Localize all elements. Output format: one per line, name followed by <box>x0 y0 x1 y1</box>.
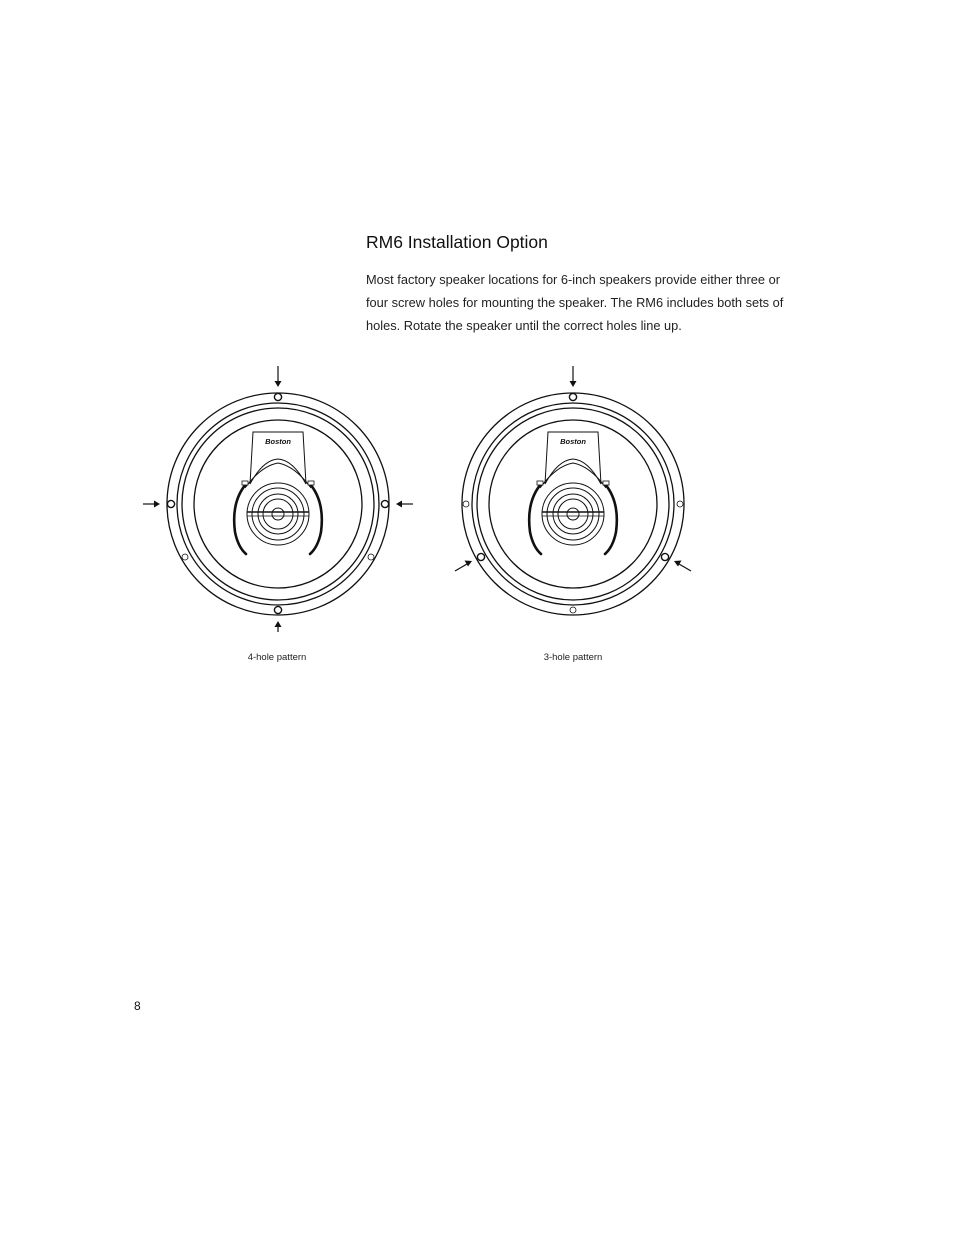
woofer-dustcap-ring <box>252 488 304 540</box>
speaker-diagram-4-hole <box>143 362 413 632</box>
section-title: RM6 Installation Option <box>366 232 548 252</box>
body-line: holes. Rotate the speaker until the correct holes line up. <box>366 318 682 334</box>
tweeter-dome-outer <box>258 494 298 534</box>
arrow-right <box>396 501 413 508</box>
speaker-illustration-3-hole <box>438 362 708 632</box>
mounting-hole-lower-right <box>661 553 668 560</box>
speaker-illustration-4-hole <box>143 362 413 632</box>
arrow-left <box>143 501 160 508</box>
tweeter-dome-center <box>567 508 579 520</box>
mounting-hole-top <box>274 393 281 400</box>
mounting-hole-lower-left <box>182 554 188 560</box>
tweeter-dome-center <box>272 508 284 520</box>
figure-caption-4-hole: 4-hole pattern <box>247 652 307 663</box>
brand-logo: Boston <box>265 437 291 446</box>
arrow-lower-left <box>455 561 472 572</box>
mounting-hole-left <box>167 500 174 507</box>
lead-wire-left <box>234 484 246 554</box>
woofer-dustcap-outer <box>247 483 309 545</box>
wire-terminal-right <box>308 481 314 485</box>
lead-wire-left <box>529 484 541 554</box>
speaker-rim-ring <box>177 403 379 605</box>
mounting-hole-right <box>381 500 388 507</box>
mounting-hole-left <box>463 501 469 507</box>
tweeter-dome-ring <box>558 499 588 529</box>
page-number: 8 <box>134 999 141 1013</box>
speaker-diagram-3-hole <box>438 362 708 632</box>
body-line: four screw holes for mounting the speaker. The RM6 includes both sets of <box>366 295 784 311</box>
woofer-dustcap-ring <box>547 488 599 540</box>
arrow-top <box>570 366 577 387</box>
lead-wire-right <box>605 484 617 554</box>
wire-terminal-right <box>603 481 609 485</box>
arrow-top <box>275 366 282 387</box>
wire-terminal-left <box>537 481 543 485</box>
speaker-outer-rim <box>167 393 389 615</box>
mounting-hole-bottom <box>274 606 281 613</box>
section-body <box>366 268 816 338</box>
mounting-hole-bottom <box>570 607 576 613</box>
tweeter-dome-outer <box>553 494 593 534</box>
arrow-lower-right <box>674 561 691 572</box>
arrow-bottom <box>275 621 282 632</box>
speaker-rim-ring <box>472 403 674 605</box>
mounting-hole-top <box>569 393 576 400</box>
body-line: Most factory speaker locations for 6-inch speakers provide either three or <box>366 272 780 287</box>
mounting-hole-right <box>677 501 683 507</box>
lead-wire-right <box>310 484 322 554</box>
tweeter-dome-ring <box>263 499 293 529</box>
woofer-dustcap-outer <box>542 483 604 545</box>
wire-terminal-left <box>242 481 248 485</box>
figure-caption-3-hole: 3-hole pattern <box>543 652 603 663</box>
mounting-hole-lower-right <box>368 554 374 560</box>
brand-logo: Boston <box>560 437 586 446</box>
speaker-outer-rim <box>462 393 684 615</box>
mounting-hole-lower-left <box>477 553 484 560</box>
